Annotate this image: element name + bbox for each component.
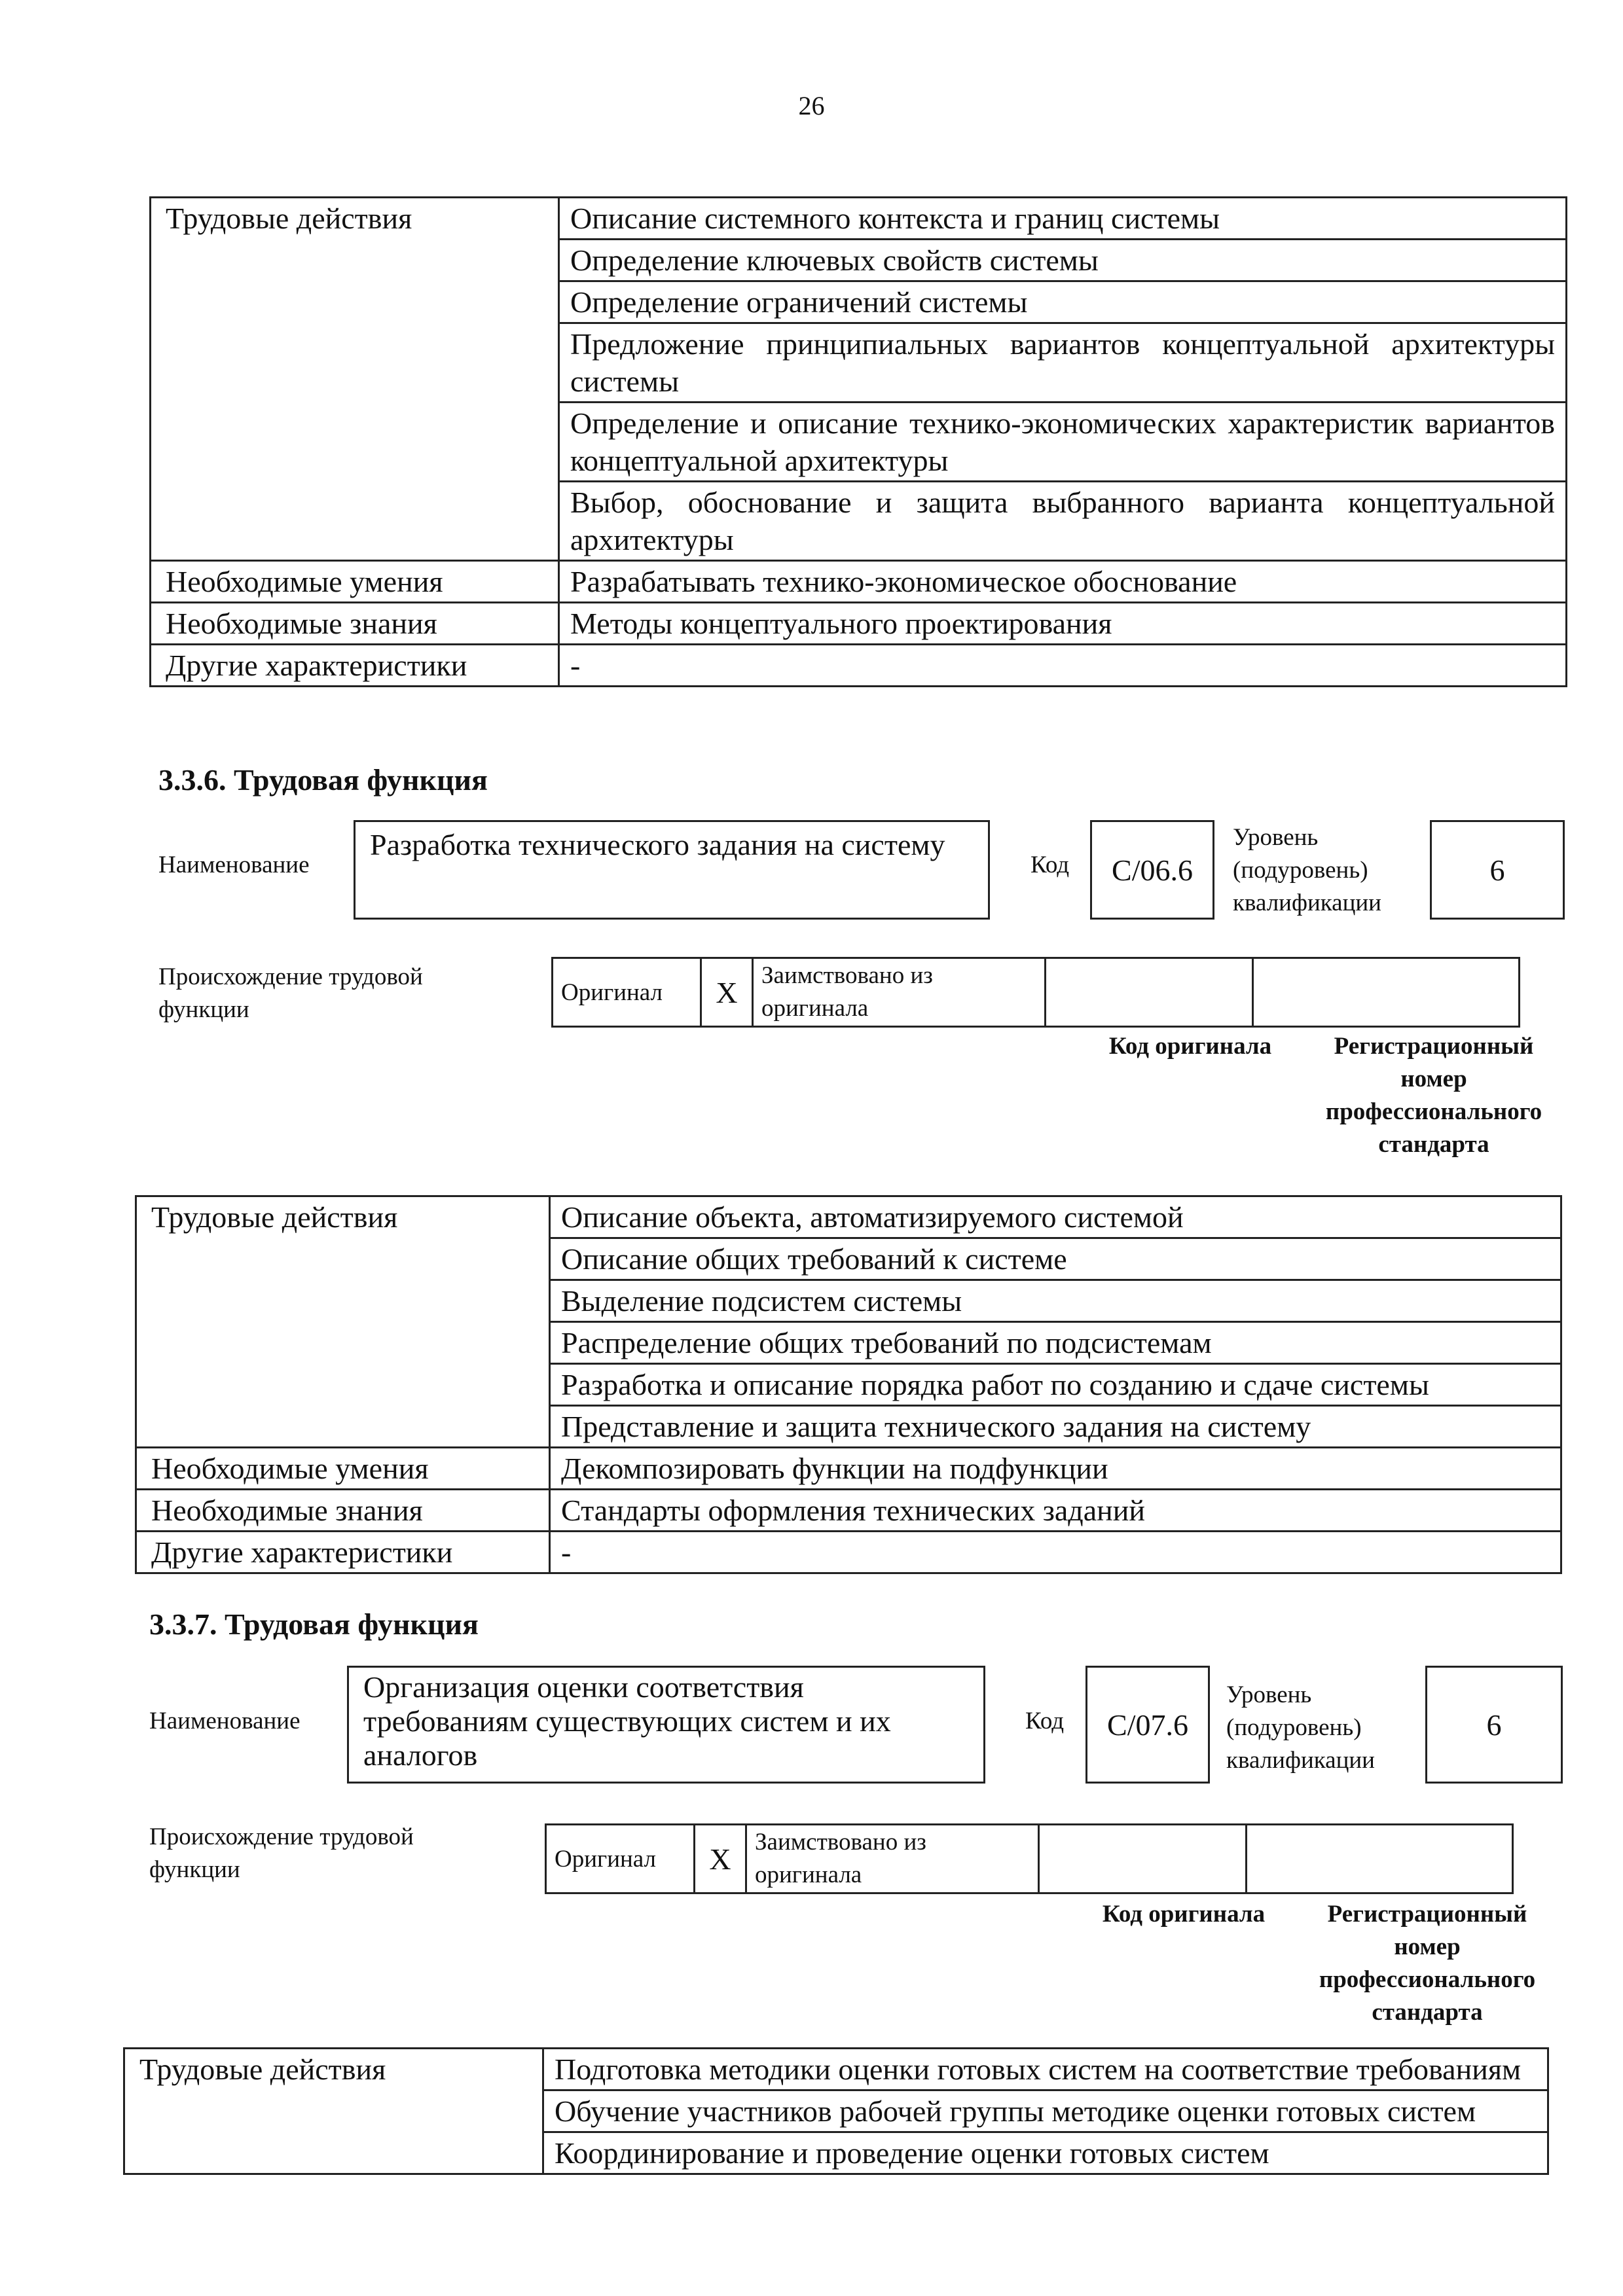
code-label: Код <box>1030 852 1070 878</box>
table-cell: Методы концептуального проектирования <box>559 603 1567 645</box>
level-box: 6 <box>1425 1666 1563 1784</box>
page-number: 26 <box>798 91 825 120</box>
original-label: Оригинал <box>546 1825 695 1893</box>
code-original-caption: Код оригинала <box>1108 1033 1272 1060</box>
origin-label: Происхождение трудовой функции <box>158 963 423 1023</box>
function-name-box: Разработка технического задания на систему <box>354 820 990 920</box>
table-labor-actions-2 <box>135 1195 1562 1574</box>
table-cell: Распределение общих требований по подсистемам <box>550 1322 1561 1364</box>
original-label: Оригинал <box>553 958 701 1027</box>
borrowed-label: Заимствовано из оригинала <box>746 1825 1039 1893</box>
row-label: Другие характеристики <box>136 1532 550 1573</box>
original-mark: X <box>701 958 753 1027</box>
name-label: Наименование <box>158 852 310 878</box>
table-cell: Выделение подсистем системы <box>550 1280 1561 1322</box>
table-cell: Описание общих требований к системе <box>550 1238 1561 1280</box>
table-cell: Подготовка методики оценки готовых систем на соответствие требованиям <box>543 2049 1548 2090</box>
table-cell: Определение ключевых свойств системы <box>559 240 1567 281</box>
borrowed-label: Заимствовано из оригинала <box>753 958 1046 1027</box>
name-label: Наименование <box>149 1708 301 1734</box>
code-box: C/06.6 <box>1090 820 1214 920</box>
table-labor-actions-3 <box>123 2047 1549 2175</box>
section-heading-337: 3.3.7. Трудовая функция <box>149 1607 479 1641</box>
row-label: Трудовые действия <box>124 2049 543 2174</box>
table-cell: Декомпозировать функции на подфункции <box>550 1448 1561 1490</box>
table-cell: Описание объекта, автоматизируемого системой <box>550 1196 1561 1238</box>
row-label: Необходимые знания <box>151 603 559 645</box>
origin-table <box>545 1823 1514 1894</box>
table-cell: - <box>550 1532 1561 1573</box>
function-name-box: Организация оценки соответствия требованиям существующих систем и их аналогов <box>347 1666 985 1784</box>
row-label: Необходимые умения <box>151 561 559 603</box>
reg-number-caption: Регистрационный номер профессионального стандарта <box>1325 1033 1542 1158</box>
table-cell: Координирование и проведение оценки готовых систем <box>543 2132 1548 2174</box>
code-original-caption: Код оригинала <box>1102 1901 1266 1928</box>
table-cell: Представление и защита технического задания на систему <box>550 1406 1561 1448</box>
table-cell: Определение ограничений системы <box>559 281 1567 323</box>
original-mark: X <box>695 1825 746 1893</box>
table-cell: Определение и описание технико-экономических характеристик вариантов концептуальной архитектуры <box>559 403 1567 482</box>
level-box: 6 <box>1430 820 1565 920</box>
origin-label: Происхождение трудовой функции <box>149 1823 414 1883</box>
original-code-cell <box>1046 958 1253 1027</box>
level-label: Уровень (подуровень) квалификации <box>1233 824 1381 916</box>
table-cell: Предложение принципиальных вариантов концептуальной архитектуры системы <box>559 323 1567 403</box>
table-cell: Стандарты оформления технических заданий <box>550 1490 1561 1532</box>
origin-table <box>551 957 1520 1028</box>
row-label: Необходимые знания <box>136 1490 550 1532</box>
table-labor-actions-1 <box>149 196 1567 687</box>
row-label: Трудовые действия <box>136 1196 550 1448</box>
table-cell: Разрабатывать технико-экономическое обоснование <box>559 561 1567 603</box>
row-label: Трудовые действия <box>151 198 559 561</box>
level-label: Уровень (подуровень) квалификации <box>1226 1681 1375 1774</box>
table-cell: Выбор, обоснование и защита выбранного варианта концептуальной архитектуры <box>559 482 1567 561</box>
row-label: Необходимые умения <box>136 1448 550 1490</box>
table-cell: - <box>559 645 1567 687</box>
original-code-cell <box>1039 1825 1247 1893</box>
section-heading-336: 3.3.6. Трудовая функция <box>158 763 488 797</box>
row-label: Другие характеристики <box>151 645 559 687</box>
code-label: Код <box>1025 1708 1065 1734</box>
table-cell: Обучение участников рабочей группы методике оценки готовых систем <box>543 2090 1548 2132</box>
table-cell: Разработка и описание порядка работ по созданию и сдаче системы <box>550 1364 1561 1406</box>
reg-number-cell <box>1247 1825 1513 1893</box>
code-box: C/07.6 <box>1085 1666 1210 1784</box>
table-cell: Описание системного контекста и границ системы <box>559 198 1567 240</box>
reg-number-caption: Регистрационный номер профессионального стандарта <box>1319 1901 1536 2026</box>
reg-number-cell <box>1253 958 1520 1027</box>
